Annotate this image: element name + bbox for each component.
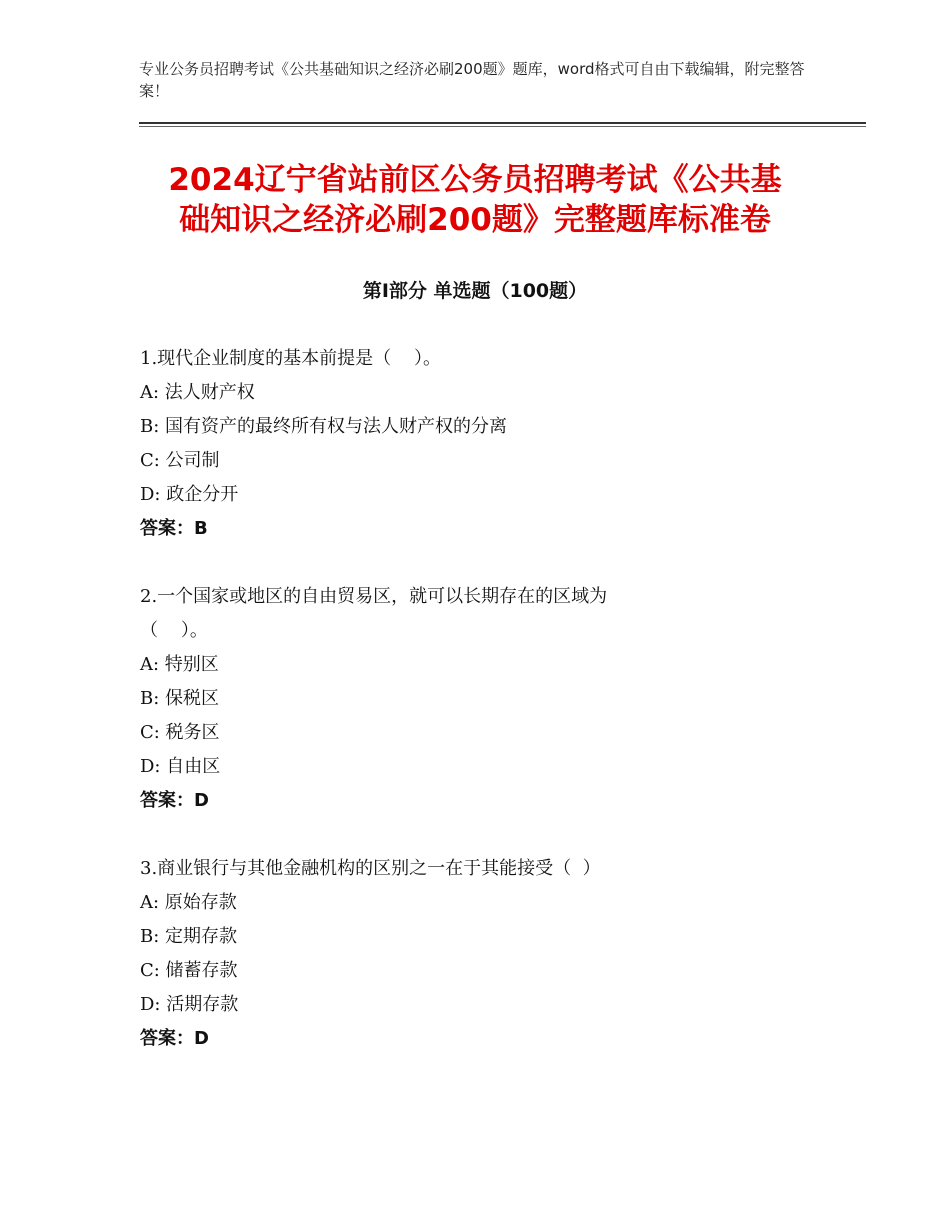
question-stem-continued: （ ）。	[140, 620, 208, 641]
option-b: B: 国有资产的最终所有权与法人财产权的分离	[140, 416, 508, 437]
header-divider-thick	[139, 122, 866, 124]
question-stem: 1.现代企业制度的基本前提是（ ）。	[140, 348, 442, 369]
question-2	[140, 580, 840, 818]
option-d: D: 政企分开	[140, 484, 239, 505]
option-d: D: 自由区	[140, 756, 221, 777]
option-a: A: 原始存款	[140, 892, 237, 913]
section-title: 第Ⅰ部分 单选题（100题）	[362, 280, 588, 302]
answer-label: 答案：D	[140, 790, 209, 811]
document-title	[120, 160, 830, 240]
option-d: D: 活期存款	[140, 994, 239, 1015]
header-note: 专业公务员招聘考试《公共基础知识之经济必刷200题》题库，word格式可自由下载编辑，附完整答案！	[139, 60, 805, 100]
option-c: C: 公司制	[140, 450, 220, 471]
title-line-2: 础知识之经济必刷200题》完整题库标准卷	[179, 202, 771, 238]
option-b: B: 保税区	[140, 688, 220, 709]
option-a: A: 法人财产权	[140, 382, 255, 403]
question-list	[140, 342, 840, 1090]
option-a: A: 特别区	[140, 654, 219, 675]
option-c: C: 税务区	[140, 722, 220, 743]
option-b: B: 定期存款	[140, 926, 238, 947]
title-line-1: 2024辽宁省站前区公务员招聘考试《公共基	[168, 162, 782, 198]
question-3	[140, 852, 840, 1056]
header-divider-thin	[139, 126, 866, 127]
question-stem: 2.一个国家或地区的自由贸易区，就可以长期存在的区域为	[140, 586, 608, 607]
question-1	[140, 342, 840, 546]
answer-label: 答案：D	[140, 1028, 209, 1049]
answer-label: 答案：B	[140, 518, 208, 539]
option-c: C: 储蓄存款	[140, 960, 238, 981]
question-stem: 3.商业银行与其他金融机构的区别之一在于其能接受（ ）	[140, 858, 601, 879]
